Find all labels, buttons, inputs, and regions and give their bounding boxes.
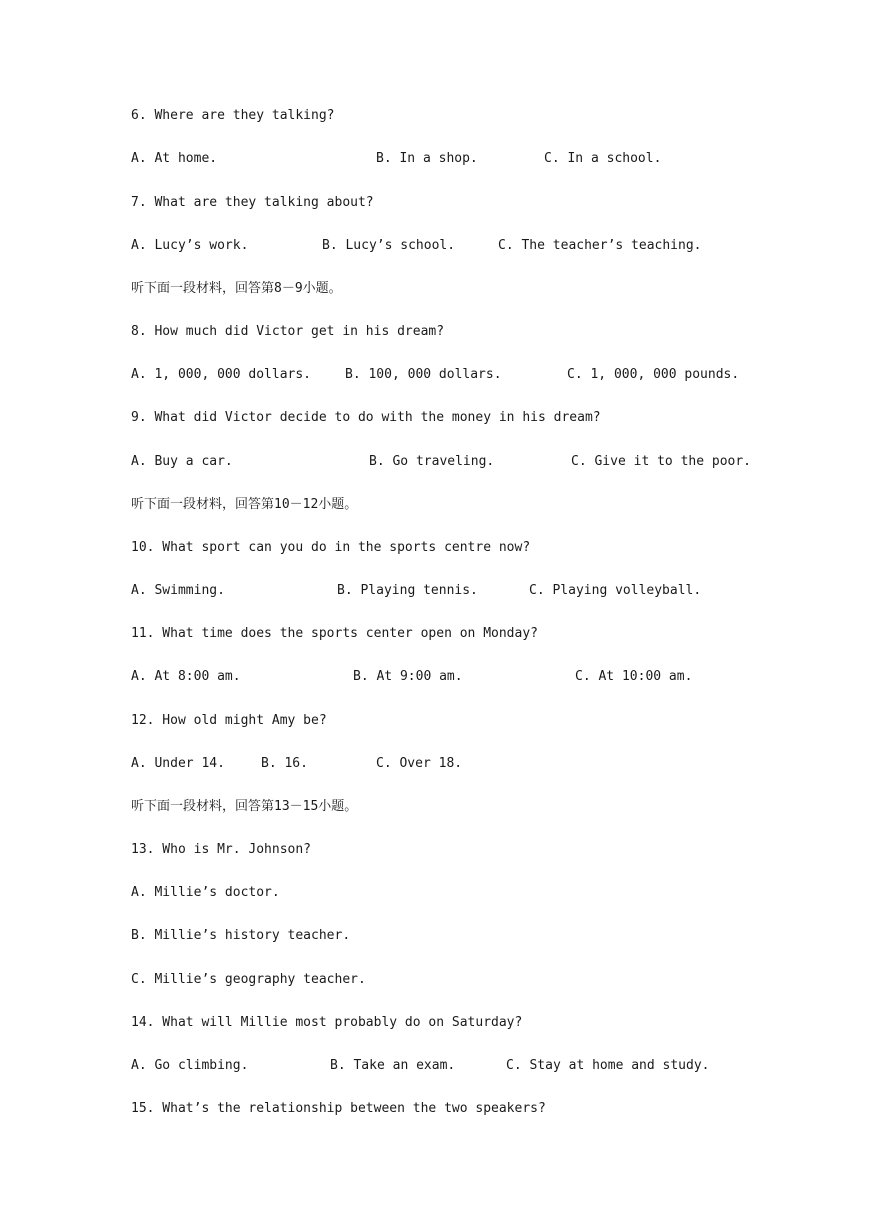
question-12-option-a: A. Under 14. (131, 756, 225, 771)
question-9-option-b: B. Go traveling. (369, 454, 495, 469)
question-6-option-a: A. At home. (131, 151, 218, 166)
question-7-option-b: B. Lucy’s school. (322, 238, 456, 253)
question-13-option-a: A. Millie’s doctor. (131, 885, 280, 900)
question-9-option-c: C. Give it to the poor. (571, 454, 752, 469)
question-8-option-a: A. 1, 000, 000 dollars. (131, 367, 312, 382)
question-6-option-c: C. In a school. (544, 151, 662, 166)
question-14-stem: 14. What will Millie most probably do on Saturday? (131, 1015, 523, 1030)
question-8-stem: 8. How much did Victor get in his dream? (131, 324, 445, 339)
question-14-option-a: A. Go climbing. (131, 1058, 249, 1073)
section-heading-13-15: 听下面一段材料，回答第13－15小题。 (131, 799, 358, 814)
section-heading-10-12: 听下面一段材料，回答第10－12小题。 (131, 497, 358, 512)
question-13-option-c: C. Millie’s geography teacher. (131, 972, 366, 987)
question-14-option-b: B. Take an exam. (330, 1058, 456, 1073)
question-10-option-b: B. Playing tennis. (337, 583, 478, 598)
question-11-option-c: C. At 10:00 am. (575, 669, 693, 684)
question-6-stem: 6. Where are they talking? (131, 108, 335, 123)
question-12-stem: 12. How old might Amy be? (131, 713, 327, 728)
question-13-option-b: B. Millie’s history teacher. (131, 928, 351, 943)
question-7-stem: 7. What are they talking about? (131, 195, 374, 210)
question-14-option-c: C. Stay at home and study. (506, 1058, 710, 1073)
question-11-option-a: A. At 8:00 am. (131, 669, 241, 684)
question-6-option-b: B. In a shop. (376, 151, 478, 166)
question-8-option-c: C. 1, 000, 000 pounds. (567, 367, 740, 382)
question-15-stem: 15. What’s the relationship between the two speakers? (131, 1101, 546, 1116)
question-11-stem: 11. What time does the sports center open on Monday? (131, 626, 538, 641)
question-7-option-a: A. Lucy’s work. (131, 238, 249, 253)
question-10-option-a: A. Swimming. (131, 583, 225, 598)
question-12-option-b: B. 16. (261, 756, 308, 771)
section-heading-8-9: 听下面一段材料，回答第8－9小题。 (131, 281, 342, 296)
question-7-option-c: C. The teacher’s teaching. (498, 238, 702, 253)
question-10-option-c: C. Playing volleyball. (529, 583, 702, 598)
question-12-option-c: C. Over 18. (376, 756, 463, 771)
question-11-option-b: B. At 9:00 am. (353, 669, 463, 684)
question-9-option-a: A. Buy a car. (131, 454, 233, 469)
question-8-option-b: B. 100, 000 dollars. (345, 367, 502, 382)
question-9-stem: 9. What did Victor decide to do with the money in his dream? (131, 410, 601, 425)
question-10-stem: 10. What sport can you do in the sports centre now? (131, 540, 531, 555)
question-13-stem: 13. Who is Mr. Johnson? (131, 842, 312, 857)
